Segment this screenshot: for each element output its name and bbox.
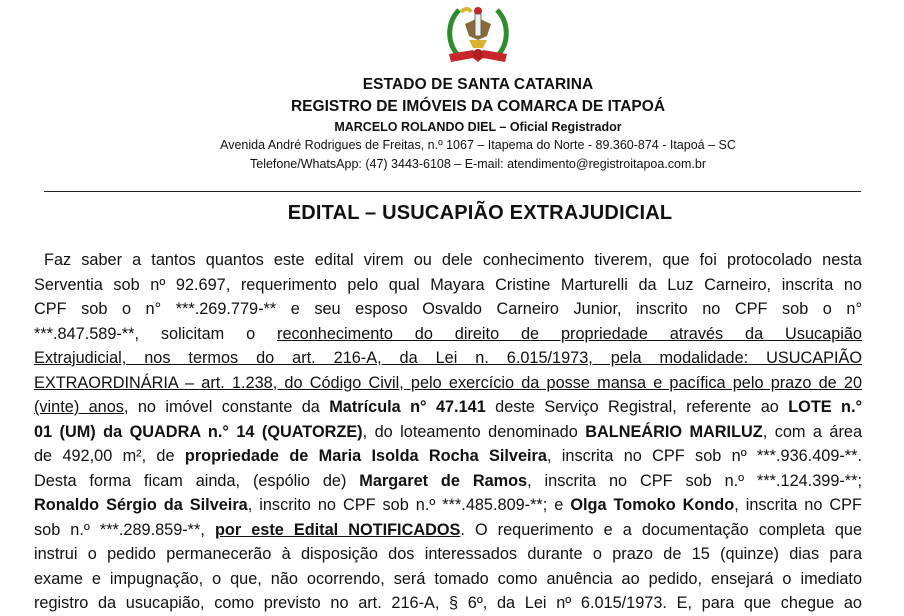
body-line xyxy=(34,493,862,518)
body-text-segment: , com a área xyxy=(762,422,862,441)
body-text-segment: CPF sob o n° ***.269.779-** e seu esposo Osvaldo Carneiro Junior, inscrito no CPF sob o n° xyxy=(34,300,862,318)
office-name: REGISTRO DE IMÓVEIS DA COMARCA DE ITAPOÁ xyxy=(290,98,666,115)
body-text-segment: (vinte) anos xyxy=(34,398,124,416)
body-text-segment: , do loteamento denominado xyxy=(362,422,586,441)
header-divider xyxy=(44,191,861,192)
body-text-segment: , no imóvel constante da xyxy=(123,398,330,416)
office-address: Avenida André Rodrigues de Freitas, n.º 1067 – Itapema do Norte - 89.360-874 - Itapoá – SC xyxy=(220,138,736,152)
state-name: ESTADO DE SANTA CATARINA xyxy=(362,76,594,93)
body-text-segment: Margaret de Ramos xyxy=(359,471,528,490)
body-text-segment: Ronaldo Sérgio da Silveira xyxy=(34,496,248,514)
body-line xyxy=(34,371,862,396)
body-text-segment: de 492,00 m², de xyxy=(34,447,185,465)
body-text-segment: exame e impugnação, o que, não ocorrendo, será tomado como anuência ao pedido, ensejará o imediato xyxy=(34,569,862,588)
body-text-segment: Faz saber a tantos quantos este edital virem ou dele conhecimento tiverem, que foi protocolado nesta xyxy=(44,251,862,269)
body-text-segment: registro da usucapião, como previsto no art. 216-A, § 6º, da Lei nº 6.015/1973. E, para que chegue ao xyxy=(34,594,862,612)
body-line xyxy=(34,469,862,494)
body-text-segment: ***.847.589-**, solicitam o xyxy=(34,324,278,343)
body-line xyxy=(34,518,862,543)
body-text-segment: por este Edital NOTIFICADOS xyxy=(214,520,461,539)
body-text-segment: instrui o pedido permanecerão à disposição dos interessados durante o prazo de 15 (quinze) dias para xyxy=(34,545,862,563)
body-line xyxy=(34,273,862,298)
body-text-segment: EXTRAORDINÁRIA – art. 1.238, do Código Civil, pelo exercício da posse mansa e pacífica pelo prazo de 20 xyxy=(34,373,862,392)
body-text-segment: BALNEÁRIO MARILUZ xyxy=(585,422,763,441)
body-line xyxy=(34,420,862,445)
body-text-segment: sob n.º ***.289.859-**, xyxy=(34,520,215,539)
body-text-segment: . O requerimento e a documentação completa que xyxy=(460,520,862,539)
body-text-segment: Extrajudicial, nos termos do art. 216-A, da Lei n. 6.015/1973, pela modalidade: USUCAPIÃO xyxy=(34,349,862,367)
body-text-segment: Olga Tomoko Kondo xyxy=(570,496,735,514)
body-text-segment: propriedade de Maria Isolda Rocha Silveira xyxy=(184,447,547,465)
body-line xyxy=(34,444,862,469)
body-line xyxy=(34,591,862,616)
body-text-segment: Matrícula n° 47.141 xyxy=(329,398,486,416)
body-text-segment: , inscrita no CPF sob n.º ***.124.399-**; xyxy=(527,471,862,490)
body-text-segment: deste Serviço Registral, referente ao xyxy=(485,398,789,416)
body-line xyxy=(34,395,862,420)
body-line xyxy=(34,297,862,322)
body-text-segment: reconhecimento do direito de propriedade através da Usucapião xyxy=(277,324,862,343)
edital-body xyxy=(34,248,862,616)
body-text-segment: Serventia sob nº 92.697, requerimento pelo qual Mayara Cristine Marturelli da Luz Carneiro, inscrita no xyxy=(34,275,862,294)
body-text-segment: LOTE n.° xyxy=(788,398,862,416)
office-contact: Telefone/WhatsApp: (47) 3443-6108 – E-mail: atendimento@registroitapoa.com.br xyxy=(250,157,706,171)
coat-of-arms-icon xyxy=(443,2,513,66)
registrar-name: MARCELO ROLANDO DIEL – Oficial Registrador xyxy=(334,120,622,134)
body-text-segment: , inscrita no CPF xyxy=(734,496,862,514)
body-text-segment: 01 (UM) da QUADRA n.° 14 (QUATORZE) xyxy=(34,422,363,441)
body-line xyxy=(34,542,862,567)
body-text-segment: Desta forma ficam ainda, (espólio de) xyxy=(34,471,360,490)
body-line xyxy=(34,567,862,592)
body-text-segment: , inscrito no CPF sob n.º ***.485.809-**; e xyxy=(247,496,571,514)
body-line xyxy=(34,322,862,347)
body-line xyxy=(34,346,862,371)
document-title: EDITAL – USUCAPIÃO EXTRAJUDICIAL xyxy=(287,202,673,224)
body-line xyxy=(34,248,862,273)
body-text-segment: , inscrita no CPF sob nº ***.936.409-**. xyxy=(546,447,862,465)
